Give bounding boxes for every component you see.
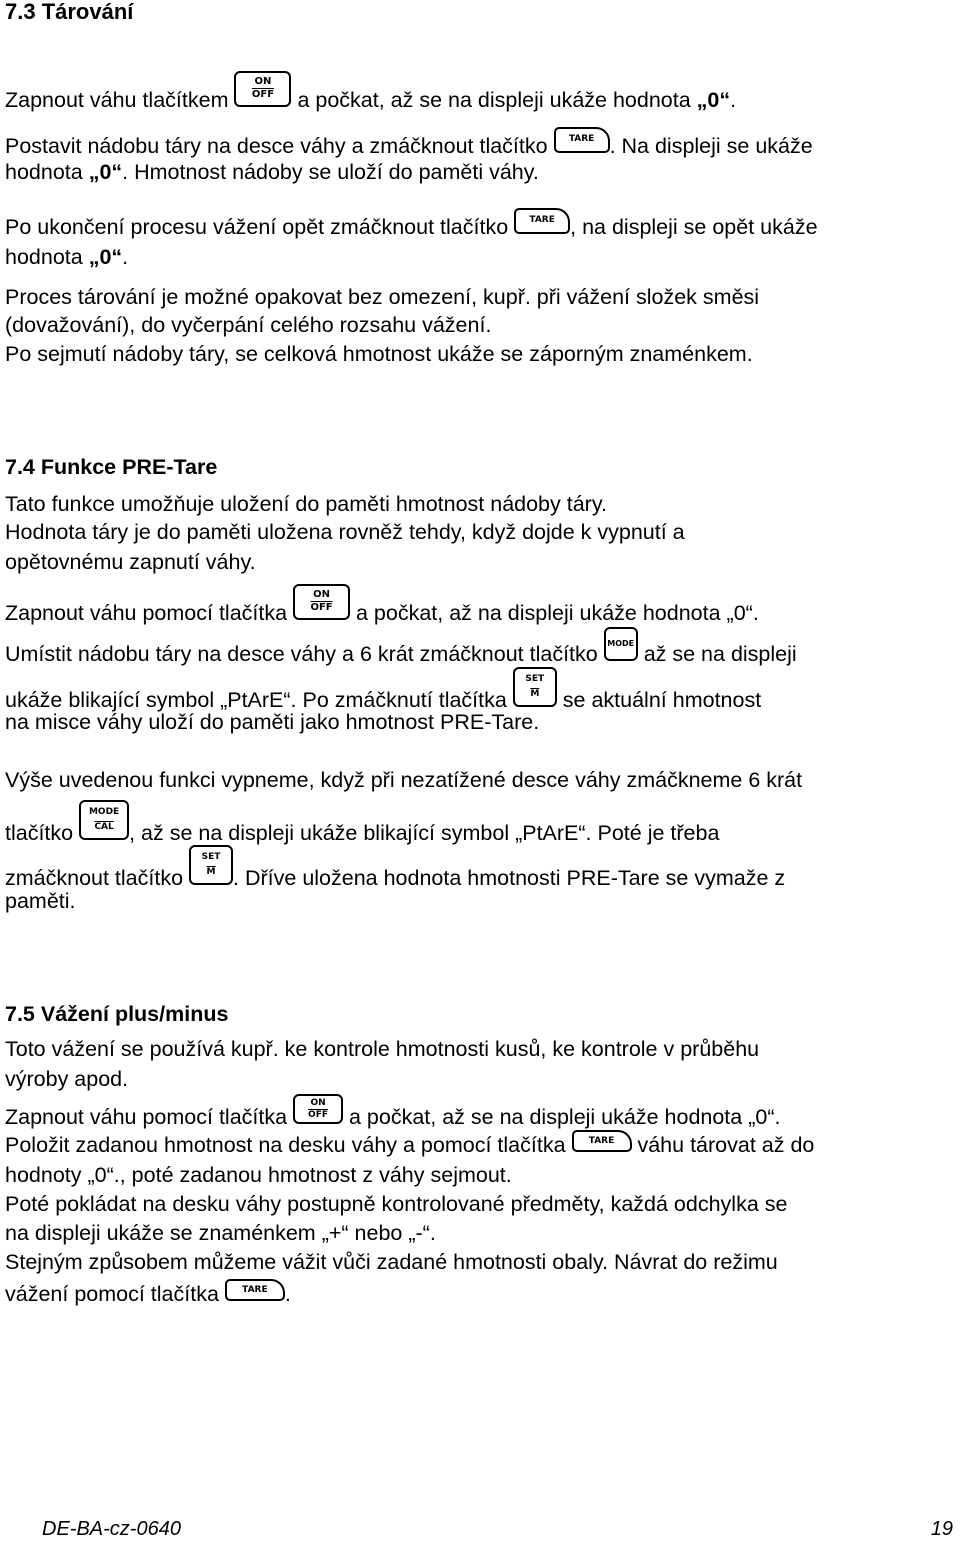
paragraph-line: Zapnout váhu pomocí tlačítka ON $\overline{OFF}$ a počkat, až na displeji ukáže hodnota „0“. <box>5 593 759 621</box>
paragraph-line: Umístit nádobu táry na desce váhy a 6 krát zmáčknout tlačítko MODE až se na displeji <box>5 633 797 661</box>
tare-key-icon: TARE <box>572 1130 632 1152</box>
paragraph-line: výroby apod. <box>5 1067 129 1091</box>
set-m-key-icon: SET $\overline{M}$ <box>513 667 557 707</box>
footer-page-number: 19 <box>930 1518 953 1540</box>
paragraph-line: Tato funkce umožňuje uložení do paměti hmotnost nádoby táry. <box>5 492 607 516</box>
paragraph-line: Postavit nádobu táry na desce váhy a zmáčknout tlačítko TARE . Na displeji se ukáže <box>5 131 813 159</box>
tare-key-icon: TARE <box>554 127 610 153</box>
paragraph-line: Toto vážení se používá kupř. ke kontrole hmotnosti kusů, ke kontrole v průběhu <box>5 1037 760 1061</box>
paragraph-line: Zapnout váhu pomocí tlačítka ON $\overline{OFF}$ a počkat, až se na displeji ukáže hodnota „0“. <box>5 1100 780 1128</box>
on-off-key-icon: ON $\overline{OFF}$ <box>293 1094 343 1124</box>
paragraph-line: hodnoty „0“., poté zadanou hmotnost z váhy sejmout. <box>5 1163 512 1187</box>
mode-cal-key-icon: MODE $\overline{CAL}$ <box>79 800 129 840</box>
paragraph-line: hodnota „0“. <box>5 245 129 269</box>
footer-doc-id: DE-BA-cz-0640 <box>42 1518 181 1540</box>
on-off-key-icon: ON $\overline{OFF}$ <box>234 71 291 107</box>
paragraph-line: Poté pokládat na desku váhy postupně kontrolované předměty, každá odchylka se <box>5 1192 788 1216</box>
on-off-key-icon: ON $\overline{OFF}$ <box>293 584 350 620</box>
section-7-3-heading: 7.3 Tárování <box>5 0 134 24</box>
paragraph-line: vážení pomocí tlačítka TARE . <box>5 1280 291 1308</box>
paragraph-line: Položit zadanou hmotnost na desku váhy a pomocí tlačítka TARE váhu tárovat až do <box>5 1131 814 1159</box>
paragraph-line: na misce váhy uloží do paměti jako hmotnost PRE-Tare. <box>5 710 540 734</box>
tare-key-icon: TARE <box>514 208 570 234</box>
paragraph-line: paměti. <box>5 889 76 913</box>
paragraph-line: Výše uvedenou funkci vypneme, když při nezatížené desce váhy zmáčkneme 6 krát <box>5 768 803 792</box>
paragraph-line: tlačítko MODE $\overline{CAL}$ , až se na displeji ukáže blikající symbol „PtArE“. Poté je třeba <box>5 812 719 840</box>
paragraph-line: Hodnota táry je do paměti uložena rovněž tehdy, když dojde k vypnutí a <box>5 520 685 544</box>
mode-key-icon: MODE <box>604 627 638 661</box>
paragraph-line: Po sejmutí nádoby táry, se celková hmotnost ukáže se záporným znaménkem. <box>5 342 753 366</box>
paragraph-line: Po ukončení procesu vážení opět zmáčknout tlačítko TARE , na displeji se opět ukáže <box>5 212 818 240</box>
set-m-key-icon: SET $\overline{M}$ <box>189 845 233 885</box>
paragraph-line: (dovažování), do vyčerpání celého rozsahu vážení. <box>5 313 492 337</box>
section-7-4-heading: 7.4 Funkce PRE-Tare <box>5 455 218 479</box>
tare-key-icon: TARE <box>225 1279 285 1301</box>
section-7-5-heading: 7.5 Vážení plus/minus <box>5 1002 229 1026</box>
paragraph-line: Stejným způsobem můžeme vážit vůči zadané hmotnosti obaly. Návrat do režimu <box>5 1250 778 1274</box>
paragraph-line: opětovnému zapnutí váhy. <box>5 550 256 574</box>
paragraph-line: Zapnout váhu tlačítkem ON $\overline{OFF}$ a počkat, až se na displeji ukáže hodnota „0“. <box>5 80 736 108</box>
paragraph-line: Proces tárování je možné opakovat bez omezení, kupř. při vážení složek směsi <box>5 285 760 309</box>
paragraph-line: ukáže blikající symbol „PtArE“. Po zmáčknutí tlačítka SET $\overline{M}$ se aktuální hmotnost <box>5 679 761 707</box>
paragraph-line: hodnota „0“. Hmotnost nádoby se uloží do paměti váhy. <box>5 160 539 184</box>
paragraph-line: na displeji ukáže se znaménkem „+“ nebo „-“. <box>5 1221 436 1245</box>
paragraph-line: zmáčknout tlačítko SET $\overline{M}$ . Dříve uložena hodnota hmotnosti PRE-Tare se vymaže z <box>5 857 785 885</box>
